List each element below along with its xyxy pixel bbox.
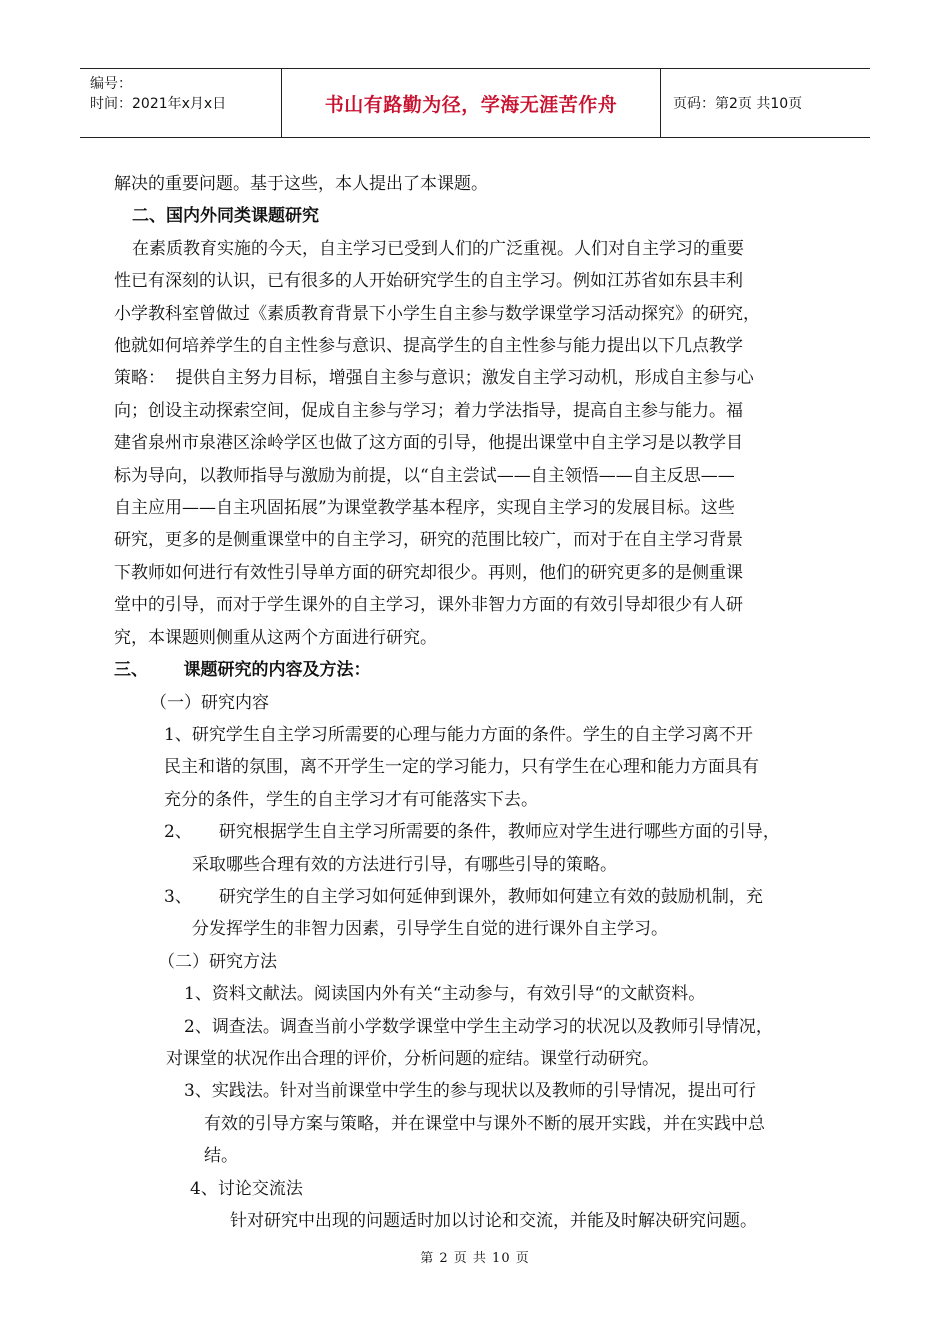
list-item-continuation: 结。 xyxy=(204,1146,238,1167)
list-item: 3、 研究学生的自主学习如何延伸到课外，教师如何建立有效的鼓励机制，充 xyxy=(164,886,763,907)
list-item-continuation: 充分的条件，学生的自主学习才有可能落实下去。 xyxy=(164,789,538,810)
document-body xyxy=(114,168,834,1237)
paragraph-line: 向；创设主动探索空间，促成自主参与学习；着力学法指导，提高自主参与能力。福 xyxy=(114,400,743,421)
list-item-continuation: 采取哪些合理有效的方法进行引导，有哪些引导的策略。 xyxy=(192,854,617,875)
list-item: 1、资料文献法。阅读国内外有关“主动参与，有效引导“的文献资料。 xyxy=(184,984,706,1005)
paragraph-line: 下教师如何进行有效性引导单方面的研究却很少。再则，他们的研究更多的是侧重课 xyxy=(114,562,743,583)
paragraph-line: 在素质教育实施的今天，自主学习已受到人们的广泛重视。人们对自主学习的重要 xyxy=(132,238,744,259)
subsection-heading-methods: （二）研究方法 xyxy=(158,951,277,972)
paragraph-line: 标为导向，以教师指导与激励为前提，以“自主尝试——自主领悟——自主反思—— xyxy=(114,465,735,486)
list-item: 4、讨论交流法 xyxy=(190,1178,303,1199)
header-meta-cell xyxy=(80,69,282,137)
paragraph-line: 自主应用——自主巩固拓展”为课堂教学基本程序，实现自主学习的发展目标。这些 xyxy=(114,498,735,519)
paragraph-line: 性已有深刻的认识，已有很多的人开始研究学生的自主学习。例如江苏省如东县丰利 xyxy=(114,271,743,292)
list-item-continuation: 对课堂的状况作出合理的评价，分析问题的症结。课堂行动研究。 xyxy=(166,1048,659,1069)
time-label: 时间：2021年x月x日 xyxy=(90,96,227,112)
header-motto: 书山有路勤为径，学海无涯苦作舟 xyxy=(282,69,661,137)
list-item-continuation: 有效的引导方案与策略，并在课堂中与课外不断的展开实践，并在实践中总 xyxy=(204,1113,765,1134)
paragraph-line: 堂中的引导，而对于学生课外的自主学习，课外非智力方面的有效引导却很少有人研 xyxy=(114,595,743,616)
paragraph-line: 解决的重要问题。基于这些，本人提出了本课题。 xyxy=(114,174,488,194)
number-label: 编号： xyxy=(90,76,132,92)
section-heading-3: 三、 课题研究的内容及方法： xyxy=(114,660,371,681)
list-item: 2、调查法。调查当前小学数学课堂中学生主动学习的状况以及教师引导情况， xyxy=(184,1016,773,1037)
paragraph-line: 研究，更多的是侧重课堂中的自主学习，研究的范围比较广，而对于在自主学习背景 xyxy=(114,530,743,551)
page-footer: 第 2 页 共 10 页 xyxy=(420,1251,530,1266)
section-heading-2: 二、国内外同类课题研究 xyxy=(132,206,319,227)
header-page-info: 页码：第2页 共10页 xyxy=(673,96,803,112)
paragraph-line: 小学教科室曾做过《素质教育背景下小学生自主参与数学课堂学习活动探究》的研究， xyxy=(114,303,760,324)
list-item-continuation: 针对研究中出现的问题适时加以讨论和交流，并能及时解决研究问题。 xyxy=(230,1211,757,1231)
paragraph-line: 建省泉州市泉港区涂岭学区也做了这方面的引导，他提出课堂中自主学习是以教学目 xyxy=(114,433,743,454)
paragraph-line: 策略： 提供自主努力目标，增强自主参与意识；激发自主学习动机，形成自主参与心 xyxy=(114,368,754,389)
page-header xyxy=(80,68,870,138)
list-item-continuation: 民主和谐的氛围，离不开学生一定的学习能力，只有学生在心理和能力方面具有 xyxy=(164,757,759,778)
list-item: 2、 研究根据学生自主学习所需要的条件，教师应对学生进行哪些方面的引导， xyxy=(164,822,780,843)
list-item: 1、研究学生自主学习所需要的心理与能力方面的条件。学生的自主学习离不开 xyxy=(164,724,753,745)
paragraph-line: 究，本课题则侧重从这两个方面进行研究。 xyxy=(114,627,437,648)
subsection-heading-content: （一）研究内容 xyxy=(150,692,269,713)
list-item-continuation: 分发挥学生的非智力因素，引导学生自觉的进行课外自主学习。 xyxy=(192,919,668,940)
paragraph-line: 他就如何培养学生的自主性参与意识、提高学生的自主性参与能力提出以下几点教学 xyxy=(114,336,743,357)
list-item: 3、实践法。针对当前课堂中学生的参与现状以及教师的引导情况，提出可行 xyxy=(184,1081,756,1102)
